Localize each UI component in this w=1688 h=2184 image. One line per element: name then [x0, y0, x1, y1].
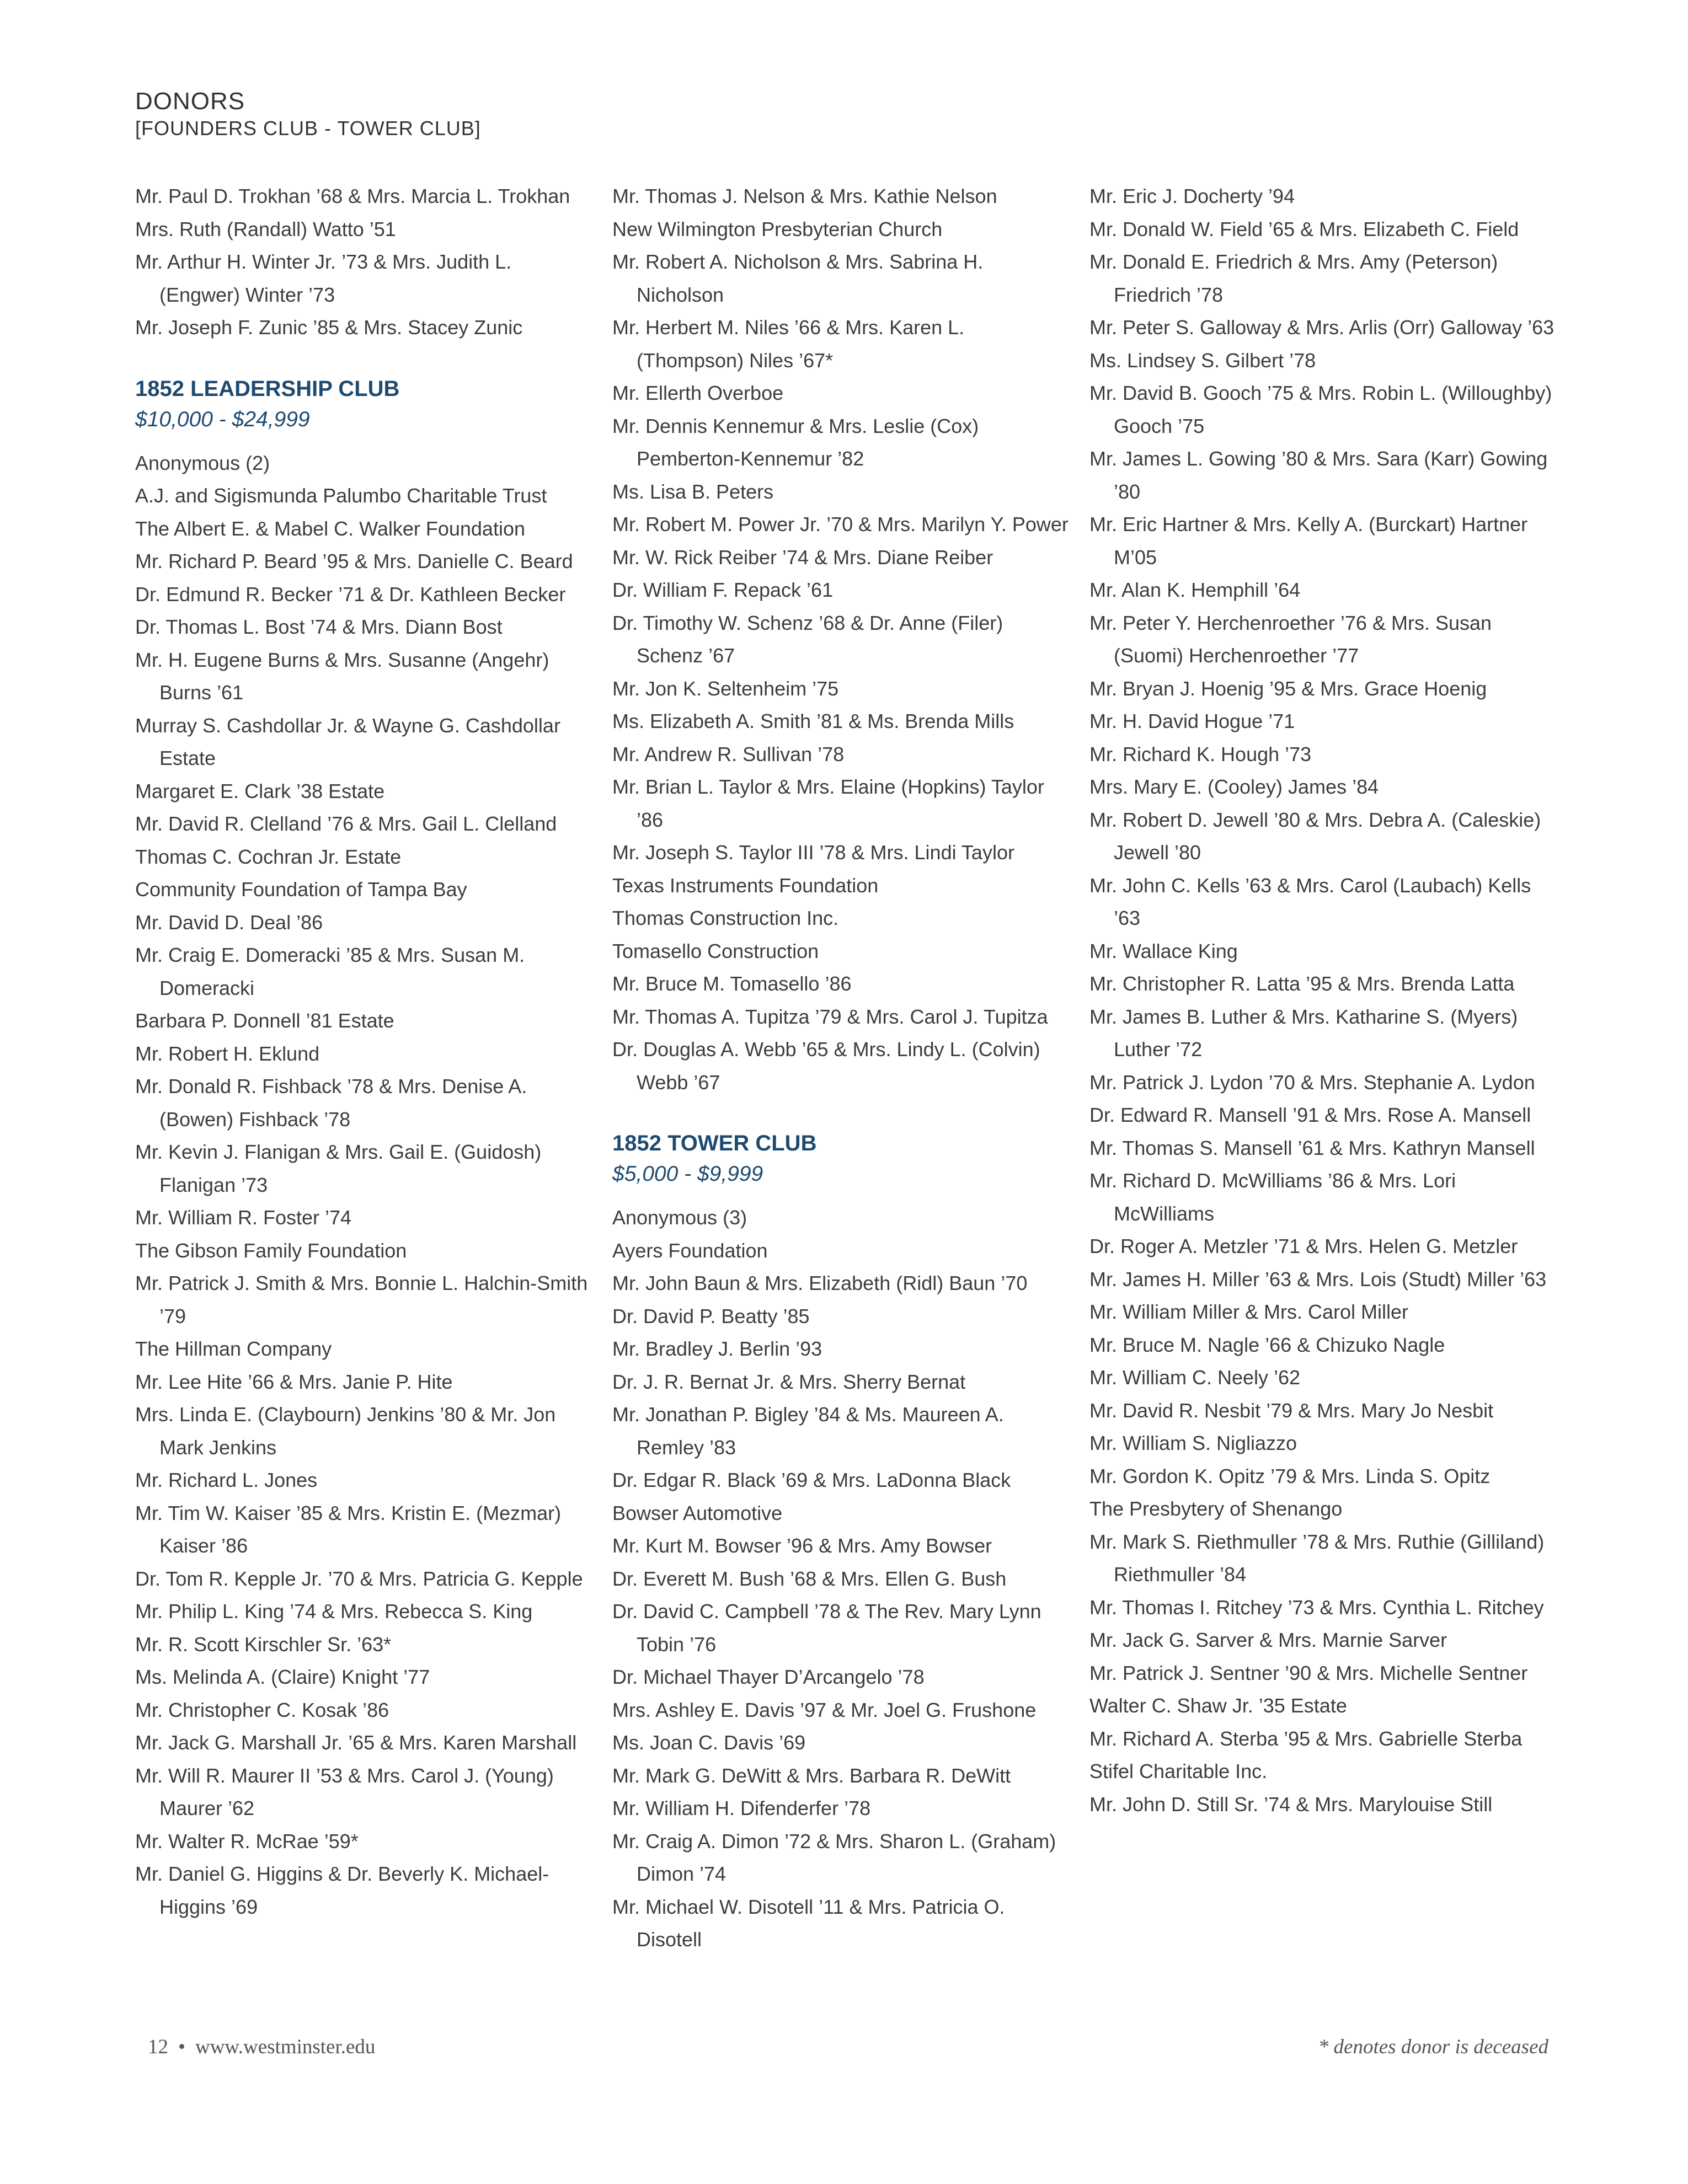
donor-entry: Ms. Joan C. Davis ’69 — [612, 1731, 806, 1754]
donor-entry: Ms. Lisa B. Peters — [612, 480, 774, 503]
donor-entry: Bowser Automotive — [612, 1501, 783, 1524]
donor-entry: Mr. James B. Luther & Mrs. Katharine S. (Myers) Luther ’72 — [1089, 1005, 1518, 1061]
donor-entry: Mr. Robert A. Nicholson & Mrs. Sabrina H. Nicholson — [612, 250, 984, 306]
donor-entry: Mr. Walter R. McRae ’59* — [135, 1829, 359, 1853]
donor-entry: Mr. Wallace King — [1089, 939, 1238, 962]
column-2 — [612, 180, 1070, 1956]
donor-entry: Mr. Arthur H. Winter Jr. ’73 & Mrs. Judith L. (Engwer) Winter ’73 — [135, 250, 512, 306]
donor-list — [612, 1201, 1070, 1956]
donor-entry: Dr. Roger A. Metzler ’71 & Mrs. Helen G. Metzler — [1089, 1235, 1518, 1257]
donor-entry: Walter C. Shaw Jr. ’35 Estate — [1089, 1694, 1347, 1717]
donor-entry: Mr. John C. Kells ’63 & Mrs. Carol (Laubach) Kells ’63 — [1089, 874, 1531, 929]
donor-entry: Mr. Mark S. Riethmuller ’78 & Mrs. Ruthie (Gilliland) Riethmuller ’84 — [1089, 1530, 1545, 1586]
donor-entry: Ms. Melinda A. (Claire) Knight ’77 — [135, 1666, 430, 1688]
donor-entry: Mr. David R. Nesbit ’79 & Mrs. Mary Jo Nesbit — [1089, 1399, 1494, 1422]
donor-entry: Mr. Alan K. Hemphill ’64 — [1089, 579, 1301, 601]
donor-entry: Mr. Richard L. Jones — [135, 1469, 318, 1491]
website-link[interactable]: www.westminster.edu — [195, 2036, 376, 2058]
donor-entry: Dr. Edmund R. Becker ’71 & Dr. Kathleen Becker — [135, 582, 566, 606]
donor-entry: Ms. Elizabeth A. Smith ’81 & Ms. Brenda Mills — [612, 710, 1014, 732]
donor-entry: Mr. Thomas I. Ritchey ’73 & Mrs. Cynthia L. Ritchey — [1089, 1596, 1544, 1619]
donor-entry: Mr. Philip L. King ’74 & Mrs. Rebecca S. King — [135, 1600, 533, 1623]
donor-entry: Mrs. Mary E. (Cooley) James ’84 — [1089, 775, 1379, 798]
donor-entry: Dr. David P. Beatty ’85 — [612, 1304, 810, 1327]
donor-entry: Mr. Thomas S. Mansell ’61 & Mrs. Kathryn Mansell — [1089, 1136, 1535, 1159]
donor-entry: Dr. Thomas L. Bost ’74 & Mrs. Diann Bost — [135, 615, 503, 638]
donor-entry: Mr. Kurt M. Bowser ’96 & Mrs. Amy Bowser — [612, 1534, 992, 1557]
donor-list — [1089, 180, 1558, 1821]
donor-entry: A.J. and Sigismunda Palumbo Charitable Trust — [135, 484, 547, 507]
section-title: 1852 LEADERSHIP CLUB — [135, 376, 400, 401]
donor-entry: Murray S. Cashdollar Jr. & Wayne G. Cashdollar Estate — [135, 714, 560, 769]
page-subtitle: [FOUNDERS CLUB - TOWER CLUB] — [135, 117, 481, 140]
footer-page-info — [148, 2035, 375, 2059]
donor-entry: Mr. Donald W. Field ’65 & Mrs. Elizabeth C. Field — [1089, 217, 1519, 240]
donor-entry: Mr. Joseph S. Taylor III ’78 & Mrs. Lindi Taylor — [612, 841, 1014, 864]
donor-entry: Mr. Craig E. Domeracki ’85 & Mrs. Susan M. Domeracki — [135, 944, 525, 999]
donor-entry: Mr. William H. Difenderfer ’78 — [612, 1797, 871, 1819]
donor-entry: Ms. Lindsey S. Gilbert ’78 — [1089, 349, 1316, 372]
donor-entry: Mr. David D. Deal ’86 — [135, 911, 323, 934]
donor-entry: Mr. Donald R. Fishback ’78 & Mrs. Denise A. (Bowen) Fishback ’78 — [135, 1075, 527, 1131]
section-leadership-club — [135, 373, 593, 1924]
donor-entry: Mr. Thomas J. Nelson & Mrs. Kathie Nelson — [612, 185, 997, 207]
donor-entry: Mrs. Ashley E. Davis ’97 & Mr. Joel G. Frushone — [612, 1698, 1037, 1721]
donor-entry: Mr. Andrew R. Sullivan ’78 — [612, 742, 845, 766]
page-header — [135, 87, 481, 141]
donor-entry: Mr. Brian L. Taylor & Mrs. Elaine (Hopkins) Taylor ’86 — [612, 775, 1044, 831]
donor-entry: Dr. Timothy W. Schenz ’68 & Dr. Anne (Filer) Schenz ’67 — [612, 611, 1003, 667]
donor-entry: Mr. Herbert M. Niles ’66 & Mrs. Karen L. (Thompson) Niles ’67* — [612, 316, 965, 372]
donor-entry: Mr. Tim W. Kaiser ’85 & Mrs. Kristin E. (Mezmar) Kaiser ’86 — [135, 1501, 562, 1557]
donor-entry: Dr. Douglas A. Webb ’65 & Mrs. Lindy L. (Colvin) Webb ’67 — [612, 1038, 1040, 1094]
donor-entry: Mr. David R. Clelland ’76 & Mrs. Gail L. Clelland — [135, 812, 557, 835]
column-3 — [1089, 180, 1558, 1821]
donor-entry: Dr. David C. Campbell ’78 & The Rev. Mary Lynn Tobin ’76 — [612, 1600, 1041, 1656]
donor-entry: Mr. Paul D. Trokhan ’68 & Mrs. Marcia L. Trokhan — [135, 185, 570, 207]
donor-entry: Mr. Richard P. Beard ’95 & Mrs. Danielle C. Beard — [135, 550, 573, 572]
donor-entry: Mr. Bruce M. Tomasello ’86 — [612, 972, 852, 995]
donor-entry: Mr. Eric Hartner & Mrs. Kelly A. (Burckart) Hartner M’05 — [1089, 513, 1528, 569]
donor-entry: Mr. Bradley J. Berlin ’93 — [612, 1337, 822, 1360]
donor-entry: Thomas Construction Inc. — [612, 907, 839, 929]
donor-list — [135, 447, 593, 1924]
donor-entry: Mr. William S. Nigliazzo — [1089, 1432, 1297, 1454]
donor-entry: Mr. Jack G. Sarver & Mrs. Marnie Sarver — [1089, 1629, 1447, 1651]
donor-entry: Mr. Christopher R. Latta ’95 & Mrs. Brenda Latta — [1089, 972, 1515, 995]
donor-entry: New Wilmington Presbyterian Church — [612, 217, 943, 240]
section-tower-club — [612, 1127, 1070, 1956]
donor-entry: Margaret E. Clark ’38 Estate — [135, 779, 385, 802]
donor-entry: Mr. Jon K. Seltenheim ’75 — [612, 677, 839, 700]
donor-entry: Thomas C. Cochran Jr. Estate — [135, 845, 402, 868]
donor-entry: Anonymous (2) — [135, 451, 270, 474]
donor-entry: Mr. Donald E. Friedrich & Mrs. Amy (Peterson) Friedrich ’78 — [1089, 250, 1498, 306]
bullet-separator: • — [178, 2036, 185, 2058]
donor-entry: Dr. Edgar R. Black ’69 & Mrs. LaDonna Black — [612, 1469, 1011, 1491]
donor-entry: Mr. R. Scott Kirschler Sr. ’63* — [135, 1632, 392, 1656]
donor-entry: Mr. Mark G. DeWitt & Mrs. Barbara R. DeWitt — [612, 1764, 1011, 1787]
donor-entry: Dr. William F. Repack ’61 — [612, 579, 834, 601]
donor-entry: Mr. Joseph F. Zunic ’85 & Mrs. Stacey Zunic — [135, 316, 523, 339]
donor-list — [612, 180, 1070, 1099]
section-range: $10,000 - $24,999 — [135, 407, 310, 431]
donor-entry: Mr. Robert D. Jewell ’80 & Mrs. Debra A. (Caleskie) Jewell ’80 — [1089, 808, 1541, 864]
donor-entry: Mr. John D. Still Sr. ’74 & Mrs. Marylouise Still — [1089, 1792, 1493, 1816]
donor-entry: Ayers Foundation — [612, 1239, 768, 1262]
donor-entry: The Hillman Company — [135, 1337, 332, 1360]
donor-entry: Dr. J. R. Bernat Jr. & Mrs. Sherry Bernat — [612, 1370, 966, 1393]
donor-entry: Mr. Richard K. Hough ’73 — [1089, 742, 1312, 766]
donor-entry: Mr. H. David Hogue ’71 — [1089, 710, 1295, 732]
donor-entry: Mr. Michael W. Disotell ’11 & Mrs. Patricia O. Disotell — [612, 1895, 1005, 1951]
donor-entry: Mr. Gordon K. Opitz ’79 & Mrs. Linda S. Opitz — [1089, 1464, 1491, 1487]
donor-entry: Mrs. Linda E. (Claybourn) Jenkins ’80 & Mr. Jon Mark Jenkins — [135, 1403, 556, 1459]
donor-entry: Mr. Jack G. Marshall Jr. ’65 & Mrs. Karen Marshall — [135, 1731, 577, 1754]
donor-entry: Mr. Peter S. Galloway & Mrs. Arlis (Orr) Galloway ’63 — [1089, 316, 1555, 339]
donor-entry: The Presbytery of Shenango — [1089, 1497, 1343, 1520]
page-number: 12 — [148, 2036, 168, 2058]
donor-entry: Mr. H. Eugene Burns & Mrs. Susanne (Angehr) Burns ’61 — [135, 648, 549, 704]
donor-entry: Mr. Christopher C. Kosak ’86 — [135, 1698, 389, 1721]
donor-entry: Mr. Patrick J. Lydon ’70 & Mrs. Stephanie A. Lydon — [1089, 1070, 1535, 1094]
donor-entry: Mr. Will R. Maurer II ’53 & Mrs. Carol J. (Young) Maurer ’62 — [135, 1764, 554, 1819]
donor-entry: Mr. Richard D. McWilliams ’86 & Mrs. Lori McWilliams — [1089, 1169, 1456, 1225]
donor-entry: Anonymous (3) — [612, 1206, 747, 1229]
donor-entry: Mr. Patrick J. Sentner ’90 & Mrs. Michelle Sentner — [1089, 1661, 1528, 1684]
donor-entry: Mr. Lee Hite ’66 & Mrs. Janie P. Hite — [135, 1370, 453, 1393]
donor-entry: Mr. John Baun & Mrs. Elizabeth (Ridl) Baun ’70 — [612, 1272, 1028, 1294]
donor-entry: Mr. William Miller & Mrs. Carol Miller — [1089, 1300, 1408, 1323]
donor-entry: Dr. Edward R. Mansell ’91 & Mrs. Rose A. Mansell — [1089, 1104, 1531, 1126]
donor-entry: Mr. Robert H. Eklund — [135, 1042, 320, 1065]
donor-entry: Mr. Craig A. Dimon ’72 & Mrs. Sharon L. (Graham) Dimon ’74 — [612, 1829, 1056, 1885]
donor-entry: Mr. Dennis Kennemur & Mrs. Leslie (Cox) Pemberton-Kennemur ’82 — [612, 414, 979, 470]
donor-entry: Dr. Michael Thayer D’Arcangelo ’78 — [612, 1666, 925, 1688]
donor-entry: Mr. Bryan J. Hoenig ’95 & Mrs. Grace Hoenig — [1089, 677, 1487, 700]
donor-entry: Mr. Bruce M. Nagle ’66 & Chizuko Nagle — [1089, 1333, 1445, 1356]
donor-list — [135, 180, 593, 344]
donor-entry: Mr. William C. Neely ’62 — [1089, 1366, 1301, 1389]
donor-entry: Mr. James H. Miller ’63 & Mrs. Lois (Studt) Miller ’63 — [1089, 1267, 1547, 1291]
donor-entry: Mr. Eric J. Docherty ’94 — [1089, 185, 1295, 207]
donor-entry: Barbara P. Donnell ’81 Estate — [135, 1009, 394, 1032]
donor-entry: Mr. David B. Gooch ’75 & Mrs. Robin L. (Willoughby) Gooch ’75 — [1089, 382, 1552, 437]
donor-entry: Texas Instruments Foundation — [612, 874, 879, 897]
donor-entry: Mr. Daniel G. Higgins & Dr. Beverly K. Michael-Higgins ’69 — [135, 1862, 549, 1918]
section-title: 1852 TOWER CLUB — [612, 1131, 817, 1155]
donor-entry: Mr. Robert M. Power Jr. ’70 & Mrs. Marilyn Y. Power — [612, 513, 1069, 536]
column-1 — [135, 180, 593, 1923]
donor-entry: Mr. Thomas A. Tupitza ’79 & Mrs. Carol J. Tupitza — [612, 1005, 1048, 1028]
donor-entry: Dr. Tom R. Kepple Jr. ’70 & Mrs. Patricia G. Kepple — [135, 1567, 583, 1590]
donor-entry: Community Foundation of Tampa Bay — [135, 878, 467, 901]
donor-entry: The Gibson Family Foundation — [135, 1239, 407, 1262]
donor-entry: Mr. William R. Foster ’74 — [135, 1206, 352, 1229]
donor-entry: Mr. Patrick J. Smith & Mrs. Bonnie L. Halchin-Smith ’79 — [135, 1272, 588, 1327]
donor-entry: Mr. Richard A. Sterba ’95 & Mrs. Gabrielle Sterba — [1089, 1727, 1523, 1750]
footnote-deceased: * denotes donor is deceased — [1318, 2036, 1548, 2058]
section-range: $5,000 - $9,999 — [612, 1162, 763, 1186]
donor-entry: Mr. Ellerth Overboe — [612, 382, 784, 404]
donor-entry: Dr. Everett M. Bush ’68 & Mrs. Ellen G. Bush — [612, 1567, 1007, 1590]
donor-entry: Mr. James L. Gowing ’80 & Mrs. Sara (Karr) Gowing ’80 — [1089, 447, 1548, 503]
donor-entry: Tomasello Construction — [612, 939, 819, 962]
donor-entry: The Albert E. & Mabel C. Walker Foundation — [135, 517, 525, 540]
donor-entry: Mr. W. Rick Reiber ’74 & Mrs. Diane Reiber — [612, 545, 993, 569]
donor-entry: Mr. Peter Y. Herchenroether ’76 & Mrs. Susan (Suomi) Herchenroether ’77 — [1089, 611, 1492, 667]
donor-entry: Mr. Jonathan P. Bigley ’84 & Ms. Maureen A. Remley ’83 — [612, 1403, 1004, 1459]
donor-entry: Mr. Kevin J. Flanigan & Mrs. Gail E. (Guidosh) Flanigan ’73 — [135, 1141, 542, 1196]
donor-entry: Stifel Charitable Inc. — [1089, 1760, 1268, 1782]
page-title: DONORS — [135, 88, 245, 115]
donor-entry: Mrs. Ruth (Randall) Watto ’51 — [135, 217, 396, 240]
